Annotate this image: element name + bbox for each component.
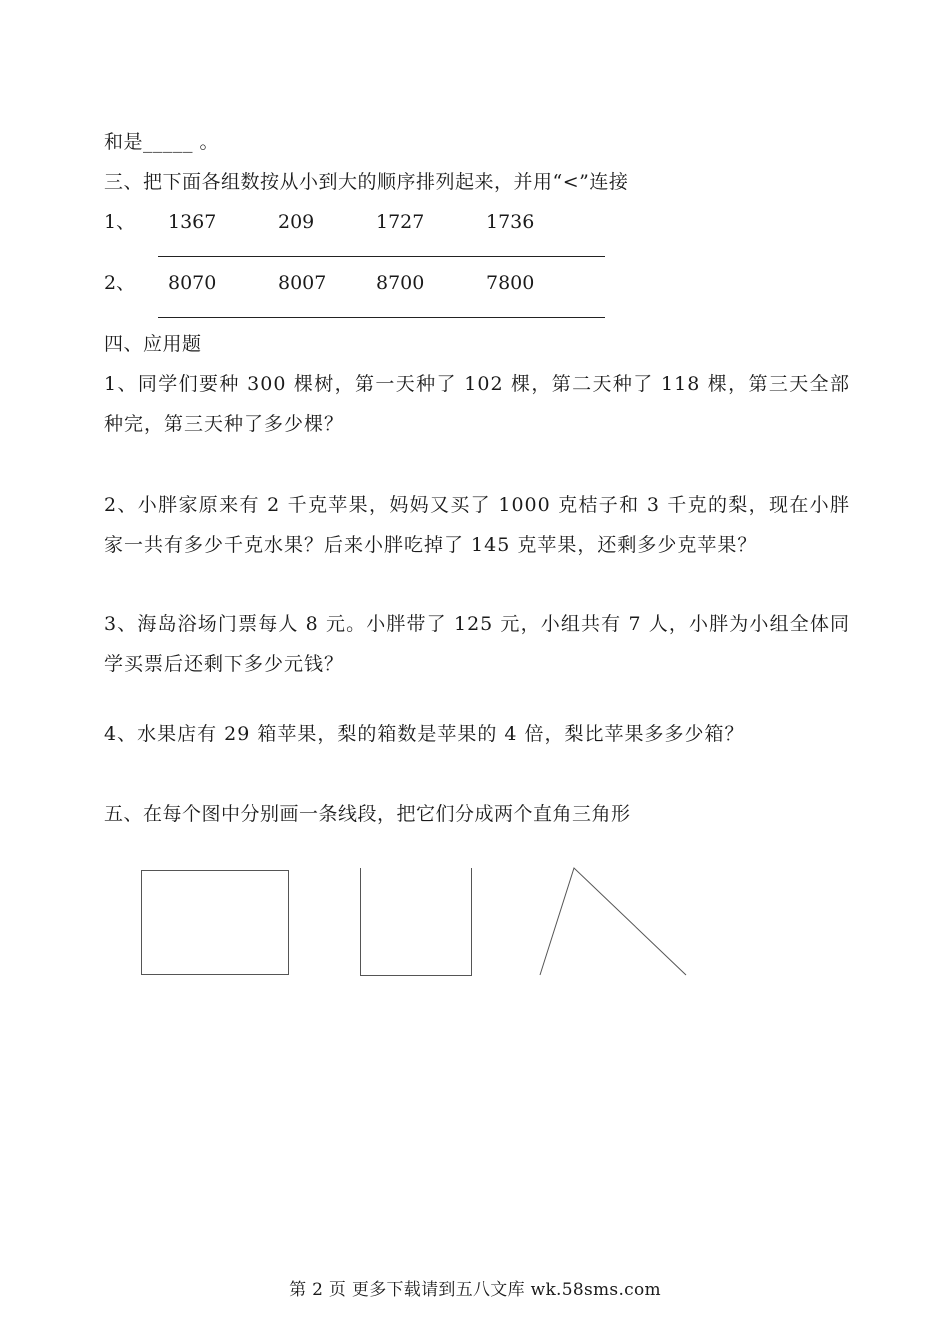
page-footer: 第 2 页 更多下载请到五八文库 wk.58sms.com <box>289 1280 661 1300</box>
problem-1: 1、同学们要种 300 棵树，第一天种了 102 棵，第二天种了 118 棵，第三天全部种完，第三天种了多少棵？ <box>104 373 850 435</box>
section4-heading: 四、应用题 <box>104 333 202 355</box>
open-rectangle-figure <box>361 868 472 976</box>
rectangle-figure <box>142 871 289 975</box>
continuation-text: 和是_____ 。 <box>104 131 220 153</box>
section5-heading: 五、在每个图中分别画一条线段，把它们分成两个直角三角形 <box>104 803 631 825</box>
group-number: 1736 <box>486 211 535 233</box>
group-number: 209 <box>278 211 315 233</box>
problem-4: 4、水果店有 29 箱苹果，梨的箱数是苹果的 4 倍，梨比苹果多多少箱？ <box>104 723 745 745</box>
section3-heading: 三、把下面各组数按从小到大的顺序排列起来，并用“<”连接 <box>104 171 629 193</box>
problem-2: 2、小胖家原来有 2 千克苹果，妈妈又买了 1000 克桔子和 3 千克的梨，现在小胖家一共有多少千克水果？后来小胖吃掉了 145 克苹果，还剩多少克苹果？ <box>104 494 850 556</box>
group-index: 2、 <box>104 272 136 294</box>
group-number: 8070 <box>168 272 217 294</box>
triangle-figure <box>540 868 686 975</box>
group-number: 7800 <box>486 272 535 294</box>
group-number: 8700 <box>376 272 425 294</box>
group-number: 8007 <box>278 272 327 294</box>
group-number: 1727 <box>376 211 425 233</box>
group-number: 1367 <box>168 211 217 233</box>
group-index: 1、 <box>104 211 136 233</box>
problem-3: 3、海岛浴场门票每人 8 元。小胖带了 125 元，小组共有 7 人，小胖为小组全体同学买票后还剩下多少元钱？ <box>104 613 850 675</box>
